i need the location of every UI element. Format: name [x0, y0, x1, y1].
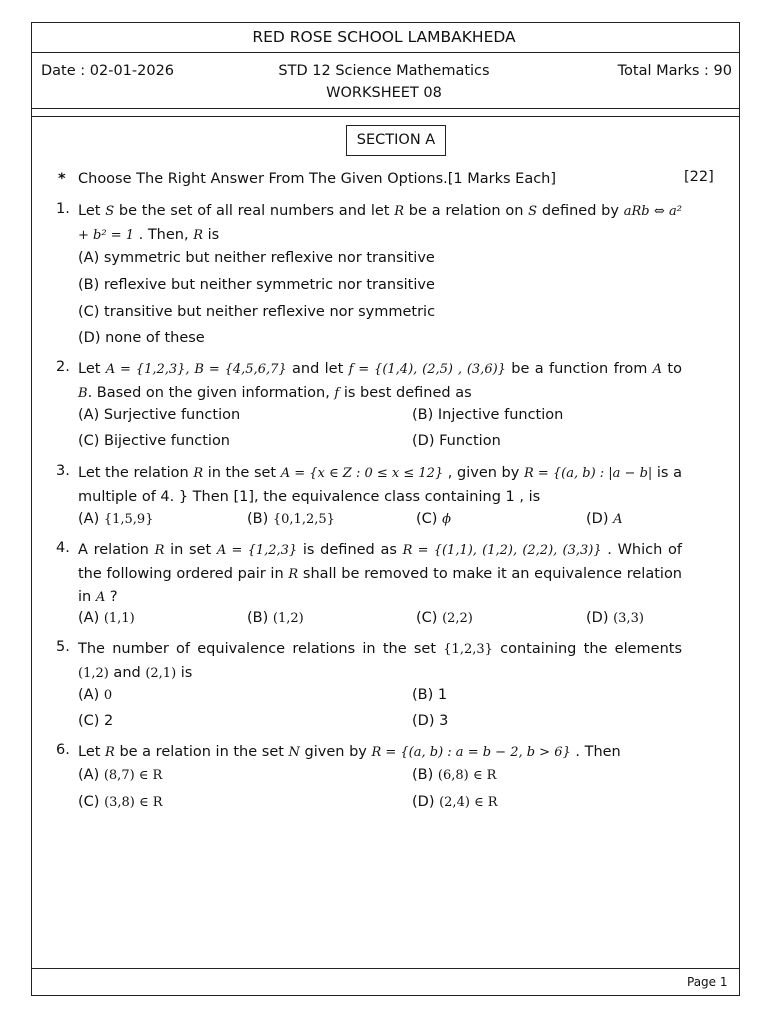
option-c: (C) ϕ: [416, 511, 451, 527]
option-c: (C) 2: [78, 713, 114, 729]
instruction-text: Choose The Right Answer From The Given Options.[1 Marks Each]: [78, 171, 557, 187]
option-c: (C) Bijective function: [78, 433, 231, 449]
option-b: (B) 1: [412, 687, 448, 703]
question-text: Let A = {1,2,3}, B = {4,5,6,7} and let f = {(1,4), (2,5) , (3,6)} be a function from A to B. Based on the given information, f is best defined as: [78, 361, 682, 401]
header-divider-top: [31, 52, 740, 53]
subject-title: STD 12 Science Mathematics: [278, 63, 490, 79]
header-divider-bottom: [31, 108, 740, 109]
page-border: [31, 22, 740, 996]
footer-divider: [31, 968, 740, 969]
option-a: (A) {1,5,9}: [78, 511, 154, 527]
option-c: (C) (3,8) ∈ R: [78, 794, 163, 810]
option-b: (B) Injective function: [412, 407, 564, 423]
section-title: SECTION A: [346, 125, 446, 156]
worksheet-title: WORKSHEET 08: [326, 85, 442, 101]
question-number: 4.: [56, 540, 70, 556]
option-d: (D) Function: [412, 433, 501, 449]
total-marks: Total Marks : 90: [617, 63, 732, 79]
option-c: (C) transitive but neither reflexive nor symmetric: [78, 304, 436, 320]
option-b: (B) {0,1,2,5}: [247, 511, 335, 527]
option-a: (A) (8,7) ∈ R: [78, 767, 163, 783]
option-d: (D) A: [586, 511, 623, 527]
question-text: Let S be the set of all real numbers and let R be a relation on S defined by aRb ⇔ a² + b² = 1 . Then, R is: [78, 203, 682, 243]
option-d: (D) none of these: [78, 330, 205, 346]
question-text: Let the relation R in the set A = {x ∈ Z : 0 ≤ x ≤ 12} , given by R = {(a, b) : |a − b| is a multiple of 4. } Then [1], the equivalence class containing 1 , is: [78, 465, 682, 505]
question-number: 6.: [56, 742, 70, 758]
page-number: Page 1: [687, 975, 728, 989]
option-c: (C) (2,2): [416, 610, 473, 626]
question-number: 5.: [56, 639, 70, 655]
option-b: (B) (6,8) ∈ R: [412, 767, 497, 783]
option-d: (D) (3,3): [586, 610, 644, 626]
section-marks: [22]: [684, 169, 714, 185]
option-a: (A) Surjective function: [78, 407, 241, 423]
exam-date: Date : 02-01-2026: [41, 63, 175, 79]
option-a: (A) 0: [78, 687, 113, 703]
option-b: (B) reflexive but neither symmetric nor transitive: [78, 277, 435, 293]
question-text: The number of equivalence relations in the set {1,2,3} containing the elements (1,2) and (2,1) is: [78, 641, 683, 681]
option-d: (D) (2,4) ∈ R: [412, 794, 498, 810]
school-name: RED ROSE SCHOOL LAMBAKHEDA: [252, 28, 516, 46]
option-d: (D) 3: [412, 713, 449, 729]
option-b: (B) (1,2): [247, 610, 304, 626]
header-divider-double: [31, 116, 740, 117]
question-text: Let R be a relation in the set N given by R = {(a, b) : a = b − 2, b > 6} . Then: [78, 744, 621, 760]
section-instruction: [58, 171, 556, 187]
question-number: 1.: [56, 201, 70, 217]
question-text: A relation R in set A = {1,2,3} is defined as R = {(1,1), (1,2), (2,2), (3,3)} . Which of the following ordered pair in R shall be removed to make it an equivalence relation in A ?: [78, 542, 682, 605]
instruction-bullet: *: [58, 171, 66, 187]
question-number: 2.: [56, 359, 70, 375]
option-a: (A) (1,1): [78, 610, 135, 626]
question-number: 3.: [56, 463, 70, 479]
option-a: (A) symmetric but neither reflexive nor transitive: [78, 250, 435, 266]
